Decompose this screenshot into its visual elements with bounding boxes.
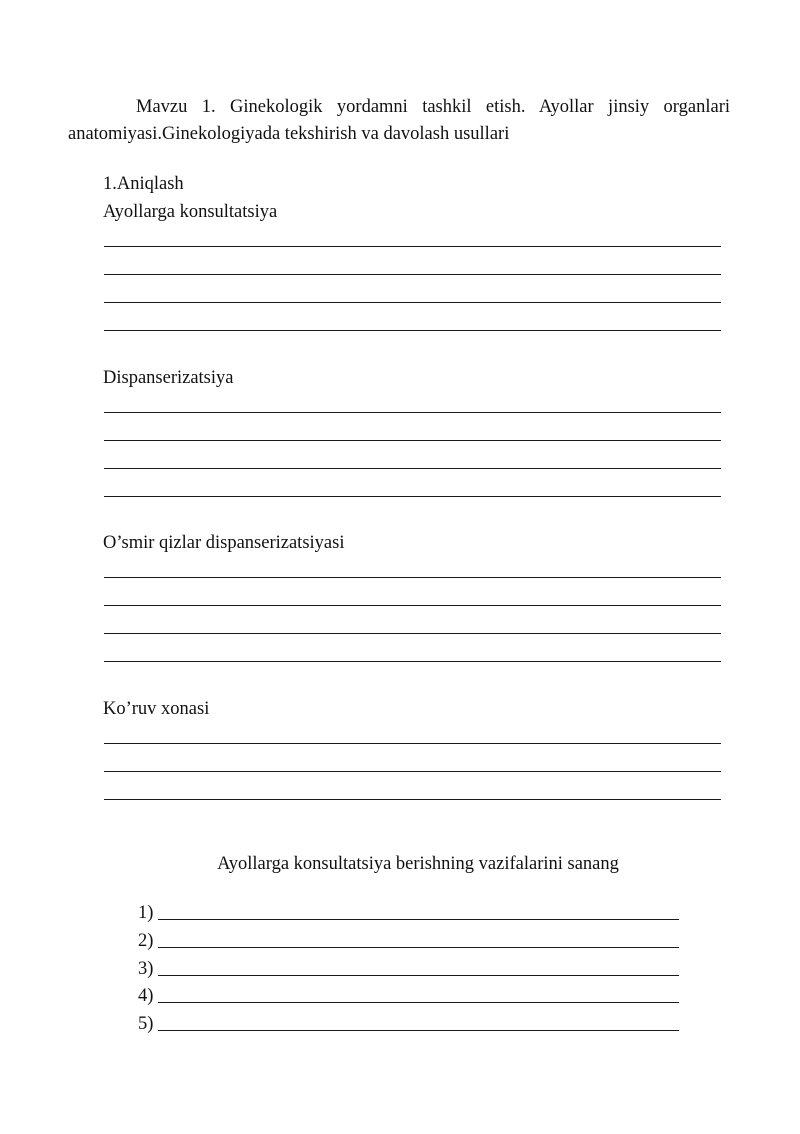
task-item-number: 3) <box>138 959 154 979</box>
answer-line[interactable] <box>104 468 721 469</box>
task-answer-line[interactable] <box>158 1002 679 1003</box>
task-answer-line[interactable] <box>158 1030 679 1031</box>
answer-line[interactable] <box>104 496 721 497</box>
section-number: 1.Aniqlash <box>103 174 184 194</box>
answer-line[interactable] <box>104 577 721 578</box>
definition-label-dispanserization: Dispanserizatsiya <box>103 368 234 388</box>
task-answer-line[interactable] <box>158 975 679 976</box>
answer-line[interactable] <box>104 330 721 331</box>
task-answer-line[interactable] <box>158 919 679 920</box>
task-item-number: 2) <box>138 931 154 951</box>
answer-line[interactable] <box>104 771 721 772</box>
task-answer-line[interactable] <box>158 947 679 948</box>
answer-line[interactable] <box>104 743 721 744</box>
topic-title-line-1: Mavzu 1. Ginekologik yordamni tashkil etish. Ayollar jinsiy organlari <box>136 97 730 117</box>
definition-label-teen-girls: O’smir qizlar dispanserizatsiyasi <box>103 533 345 553</box>
task-item-number: 4) <box>138 986 154 1006</box>
answer-line[interactable] <box>104 605 721 606</box>
definition-label-consultation: Ayollarga konsultatsiya <box>103 202 278 222</box>
answer-line[interactable] <box>104 661 721 662</box>
task-heading: Ayollarga konsultatsiya berishning vazifalarini sanang <box>217 854 619 874</box>
topic-title <box>68 94 730 148</box>
answer-line[interactable] <box>104 412 721 413</box>
answer-line[interactable] <box>104 274 721 275</box>
definition-label-exam-room: Ko’ruv xonasi <box>103 699 210 719</box>
answer-line[interactable] <box>104 799 721 800</box>
task-item-number: 5) <box>138 1014 154 1034</box>
topic-title-line-2: anatomiyasi.Ginekologiyada tekshirish va davolash usullari <box>68 124 510 144</box>
task-item-number: 1) <box>138 903 154 923</box>
answer-line[interactable] <box>104 246 721 247</box>
answer-line[interactable] <box>104 440 721 441</box>
answer-line[interactable] <box>104 633 721 634</box>
answer-line[interactable] <box>104 302 721 303</box>
